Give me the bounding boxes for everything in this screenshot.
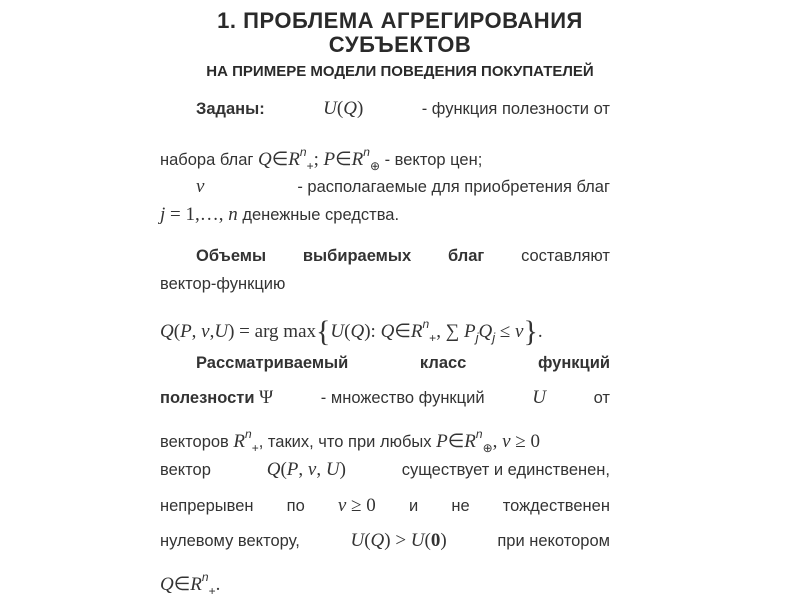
word-class: класс: [419, 354, 467, 372]
paragraph-class-line-6: [160, 527, 610, 555]
text-goods-set: набора благ: [160, 151, 254, 169]
symbol-v: v: [196, 176, 205, 197]
text-zero-vector: нулевому вектору,: [160, 532, 300, 550]
formula-u-gt-u0: U(Q) > U(0): [350, 530, 447, 551]
paragraph-class-line-2: [160, 384, 610, 412]
page-title-line-1: 1. ПРОБЛЕМА АГРЕГИРОВАНИЯ: [217, 8, 583, 33]
text-utility-function: - функция полезности от: [421, 100, 610, 118]
formula-condition: P: [436, 431, 448, 452]
paragraph-given-line-1: [160, 95, 610, 123]
word-continuous: непрерывен: [160, 497, 254, 515]
label-given: Заданы:: [196, 100, 265, 118]
word-constitute: составляют: [521, 247, 610, 265]
text-such-that: , таких, что при любых: [258, 433, 432, 451]
paragraph-class-line-5: [160, 492, 610, 520]
formula-utility: U(Q): [323, 98, 364, 119]
paragraph-class-line-4: [160, 456, 610, 484]
paragraph-income-line-1: [160, 173, 610, 201]
word-identical: тождественен: [502, 497, 610, 515]
formula-demand-function: Q(P, v,U) = arg max{U(Q): $Q\in R^n_+$, ∑ $P_jQ_j \le v$}.: [160, 315, 543, 348]
formula-v-nonneg: v ≥ 0: [337, 495, 376, 516]
text-available-funds: - располагаемые для приобретения благ: [297, 178, 610, 196]
page-subtitle: НА ПРИМЕРЕ МОДЕЛИ ПОВЕДЕНИЯ ПОКУПАТЕЛЕЙ: [206, 63, 594, 80]
formula-q-puv: Q(P, v, U): [266, 459, 346, 480]
paragraph-given-line-2: набора благ $Q\in R^n_+$; $P\in R^n_\oplus$ - вектор цен;: [160, 145, 483, 173]
paragraph-income-line-2: j = 1,…, n денежные средства.: [160, 204, 400, 225]
formula-j-range: j: [160, 204, 166, 225]
paragraph-volumes-line-1: [160, 242, 610, 270]
text-exists-unique: существует и единственен,: [401, 461, 610, 479]
formula-q-in-rn: Q: [257, 149, 272, 170]
paragraph-class-line-3: векторов $R^n_+$, таких, что при любых $P\in R^n_\oplus$, v ≥ 0: [160, 427, 541, 455]
symbol-psi: Ψ: [259, 387, 274, 408]
word-chosen: выбираемых: [302, 247, 412, 265]
word-by: по: [286, 497, 305, 515]
word-vectors: векторов: [160, 433, 229, 451]
paragraph-class-line-7: $Q\in R^n_+$.: [160, 570, 221, 598]
word-utility: полезности: [160, 389, 255, 407]
page-title-line-2: СУБЪЕКТОВ: [328, 32, 472, 57]
word-considered: Рассматриваемый: [196, 354, 349, 372]
paragraph-class-line-1: [160, 349, 610, 377]
text-set-of-functions: - множество функций: [320, 389, 485, 407]
text-for-some: при некотором: [497, 532, 610, 550]
text-money: денежные средства.: [242, 206, 400, 224]
word-and: и: [408, 497, 419, 515]
paragraph-volumes-line-2: вектор-функцию: [160, 275, 286, 293]
word-goods: благ: [447, 247, 485, 265]
symbol-u: U: [532, 387, 546, 408]
word-functions: функций: [537, 354, 610, 372]
word-from: от: [593, 389, 610, 407]
formula-p-in-rn: P: [323, 149, 336, 170]
word-volumes: Объемы: [196, 247, 267, 265]
text-price-vector: - вектор цен;: [384, 151, 483, 169]
word-not: не: [451, 497, 470, 515]
word-vector: вектор: [160, 461, 211, 479]
